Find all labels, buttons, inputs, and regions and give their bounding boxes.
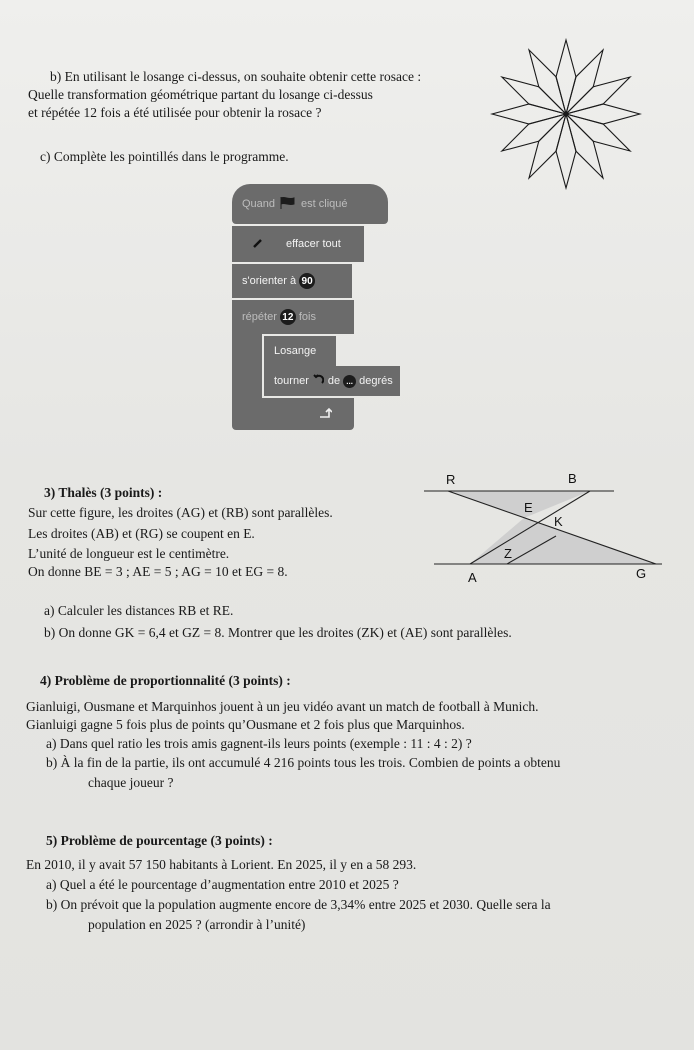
section4-title: 4) Problème de proportionnalité (3 points) : [40,673,291,688]
label-z: Z [504,546,512,561]
label-r: R [446,472,456,487]
part-c-line1: c) Complète les pointillés dans le programme. [40,149,289,164]
repeat-block-arm [232,334,262,402]
turn-block[interactable] [264,366,400,396]
rosace-rhombus [557,45,611,119]
section3-question-b: b) On donne GK = 6,4 et GZ = 8. Montrer que les droites (ZK) et (AE) sont parallèles. [44,625,512,640]
thales-figure [410,466,666,588]
rosace-rhombus [492,104,566,124]
loop-arrow-icon [318,407,332,422]
losange-block[interactable] [264,336,336,366]
green-flag-icon [280,197,296,212]
rosace-rhombus [520,45,574,119]
turn-unit-label: degrés [359,375,393,387]
rotate-left-icon [313,374,324,388]
section4-line2: Gianluigi gagne 5 fois plus de points qu’Ousmane et 2 fois plus que Marquinhos. [26,717,465,732]
part-b-line3: et répétée 12 fois a été utilisée pour obtenir la rosace ? [28,105,322,120]
label-e: E [524,500,533,515]
section5-question-b2: population en 2025 ? (arrondir à l’unité) [88,917,306,932]
rosace-rhombus [497,68,571,122]
repeat-label: répéter [242,311,277,323]
label-k: K [554,514,563,529]
rosace-rhombus [561,105,635,159]
section4-question-b1: b) À la fin de la partie, ils ont accumulé 4 216 points tous les trois. Combien de points a obtenu [46,755,561,770]
rosace-rhombus [557,109,611,183]
rosace-rhombus [561,68,635,122]
section3-line1: Sur cette figure, les droites (AG) et (RB) sont parallèles. [28,505,333,520]
when-flag-clicked-block[interactable] [232,184,388,224]
turn-of-label: de [327,375,341,387]
section4-question-a: a) Dans quel ratio les trois amis gagnent-ils leurs points (exemple : 11 : 4 : 2) ? [46,736,472,751]
clear-all-block[interactable] [232,226,364,262]
clear-label: effacer tout [286,238,341,250]
rosace-figure [490,36,642,192]
section5-question-a: a) Quel a été le pourcentage d’augmentation entre 2010 et 2025 ? [46,877,399,892]
section5-title: 5) Problème de pourcentage (3 points) : [46,833,273,848]
label-b: B [568,471,577,486]
repeat-block-header[interactable] [232,300,354,334]
orient-value-input[interactable]: 90 [299,273,315,289]
rosace-rhombus [556,40,576,114]
label-a: A [468,570,477,585]
part-b-line1: b) En utilisant le losange ci-dessus, on souhaite obtenir cette rosace : [50,69,422,84]
orient-block[interactable] [232,264,352,298]
section4-line1: Gianluigi, Ousmane et Marquinhos jouent à un jeu vidéo avant un match de football à Munich. [26,699,539,714]
triangle-eag-fill [470,518,656,564]
section3-title: 3) Thalès (3 points) : [44,485,163,500]
label-g: G [636,566,647,581]
clicked-label: est cliqué [301,198,348,210]
turn-label: tourner [274,375,309,387]
repeat-block-footer [232,398,354,430]
orient-label: s'orienter à [242,275,297,287]
repeat-value-input[interactable]: 12 [280,309,296,325]
section4-question-b2: chaque joueur ? [88,775,174,790]
losange-label: Losange [274,345,317,357]
part-b-line2: Quelle transformation géométrique partant du losange ci-dessus [28,87,373,102]
when-label: Quand [242,198,276,210]
section3-line2: Les droites (AB) et (RG) se coupent en E. [28,526,255,541]
turn-value-input[interactable]: ... [343,375,356,388]
section5-line1: En 2010, il y avait 57 150 habitants à Lorient. En 2025, il y en a 58 293. [26,857,417,872]
section5-question-b1: b) On prévoit que la population augmente encore de 3,34% entre 2025 et 2030. Quelle sera la [46,897,551,912]
pen-icon [252,237,264,252]
repeat-suffix: fois [298,311,316,323]
section3-question-a: a) Calculer les distances RB et RE. [44,603,234,618]
rosace-rhombus [556,114,576,188]
rosace-rhombus [520,109,574,183]
rosace-rhombus [566,104,640,124]
rosace-rhombus [497,105,571,159]
section3-line3: L’unité de longueur est le centimètre. [28,546,230,561]
section3-line4: On donne BE = 3 ; AE = 5 ; AG = 10 et EG = 8. [28,564,288,579]
